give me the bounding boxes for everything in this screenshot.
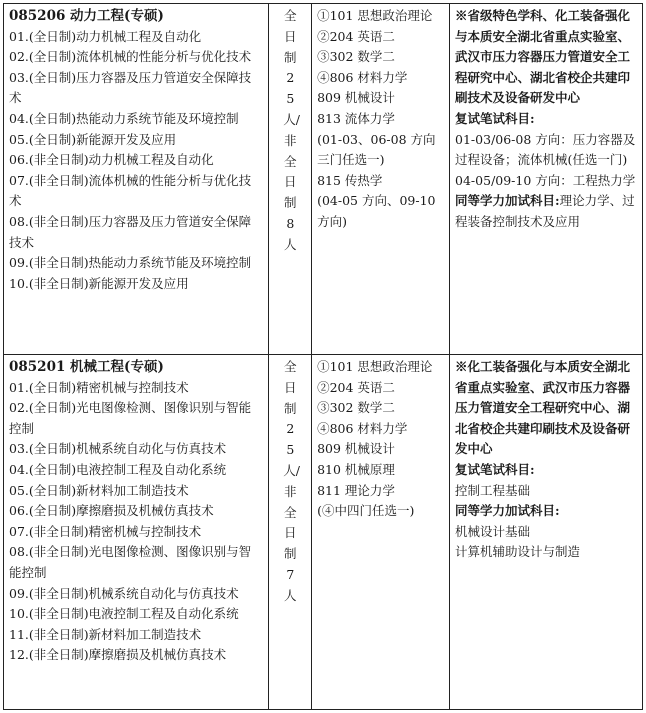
exam-subject: 810 机械原理 [317,461,395,477]
direction-item: 10.(非全日制)电液控制工程及自动化系统 [9,606,239,622]
program-title: 085206 动力工程(专硕) [9,8,164,24]
quota-cell [268,355,312,710]
program-note: ※化工装备强化与本质安全湖北省重点实验室、武汉市压力容器压力管道安全工程研究中心、湖北省校企共建印刷技术及设备研发中心 [455,359,631,457]
extra-exam-subjects: 理论力学、过程装备控制技术及应用 [455,193,635,229]
exam-subject: ④806 材料力学 [317,69,408,85]
exam-subject: 809 机械设计 [317,441,395,457]
exam-subject: 813 流体力学 [317,110,395,126]
retest-label: 复试笔试科目: [455,110,535,126]
exam-subject: 811 理论力学 [317,482,395,498]
direction-item: 10.(非全日制)新能源开发及应用 [9,275,189,291]
program-note: ※省级特色学科、化工装备强化与本质安全湖北省重点实验室、武汉市压力容器压力管道安全工程研究中心、湖北省校企共建印刷技术及设备研发中心 [455,8,631,106]
direction-item: 05.(全日制)新能源开发及应用 [9,131,177,147]
extra-exam-label: 同等学力加试科目: [455,193,560,209]
direction-item: 05.(全日制)新材料加工制造技术 [9,482,189,498]
exam-subjects-cell [312,355,450,710]
notes-cell [450,4,643,355]
direction-item: 03.(全日制)压力容器及压力管道安全保障技术 [9,69,252,106]
direction-item: 01.(全日制)动力机械工程及自动化 [9,28,202,44]
exam-subject: ③302 数学二 [317,400,395,416]
retest-subject: 01-03/06-08 方向：压力容器及过程设备；流体机械(任选一门) [455,131,636,168]
extra-exam-block [455,191,638,232]
program-row-power-engineering [4,4,643,355]
enrollment-quota: 全日制25人/非全日制7人 [283,359,301,603]
direction-item: 06.(非全日制)动力机械工程及自动化 [9,152,214,168]
direction-item: 02.(全日制)流体机械的性能分析与优化技术 [9,49,252,65]
direction-item: 04.(全日制)热能动力系统节能及环境控制 [9,110,239,126]
exam-subject: ④806 材料力学 [317,420,408,436]
direction-item: 08.(非全日制)压力容器及压力管道安全保障技术 [9,213,252,250]
exam-subject: ①101 思想政治理论 [317,8,433,23]
exam-subject: ②204 英语二 [317,379,395,395]
admissions-table [3,3,643,710]
exam-subject: (01-03、06-08 方向三门任选一) [317,131,436,168]
direction-item: 12.(非全日制)摩擦磨损及机械仿真技术 [9,647,227,663]
program-title: 085201 机械工程(专硕) [9,359,164,375]
extra-exam-subject: 计算机辅助设计与制造 [455,544,581,560]
retest-subject: 控制工程基础 [455,482,531,498]
exam-subject: ③302 数学二 [317,49,395,65]
direction-item: 01.(全日制)精密机械与控制技术 [9,379,189,395]
direction-item: 07.(非全日制)精密机械与控制技术 [9,523,202,539]
direction-item: 11.(非全日制)新材料加工制造技术 [9,626,202,642]
direction-item: 02.(全日制)光电图像检测、图像识别与智能控制 [9,400,252,436]
extra-exam-subject: 机械设计基础 [455,523,531,539]
direction-item: 09.(非全日制)机械系统自动化与仿真技术 [9,585,239,601]
extra-exam-label: 同等学力加试科目: [455,503,560,519]
direction-item: 06.(全日制)摩擦磨损及机械仿真技术 [9,503,214,519]
program-cell [4,4,269,355]
direction-item: 09.(非全日制)热能动力系统节能及环境控制 [9,255,252,271]
retest-label: 复试笔试科目: [455,461,535,477]
exam-subjects-cell [312,4,450,355]
exam-subject: ①101 思想政治理论 [317,359,433,374]
program-cell [4,355,269,710]
enrollment-quota: 全日制25人/非全日制8人 [283,8,301,252]
direction-item: 03.(全日制)机械系统自动化与仿真技术 [9,441,227,457]
exam-subject: 809 机械设计 [317,90,395,106]
direction-item: 04.(全日制)电液控制工程及自动化系统 [9,461,227,477]
exam-subject: (04-05 方向、09-10 方向) [317,193,436,229]
direction-item: 07.(非全日制)流体机械的性能分析与优化技术 [9,172,252,209]
exam-subject: ②204 英语二 [317,28,395,44]
program-row-mechanical-engineering [4,355,643,710]
notes-cell [450,355,643,710]
exam-subject: (④中四门任选一) [317,503,415,519]
quota-cell [268,4,312,355]
exam-subject: 815 传热学 [317,172,383,188]
direction-item: 08.(非全日制)光电图像检测、图像识别与智能控制 [9,544,252,580]
retest-subject: 04-05/09-10 方向：工程热力学 [455,172,636,188]
